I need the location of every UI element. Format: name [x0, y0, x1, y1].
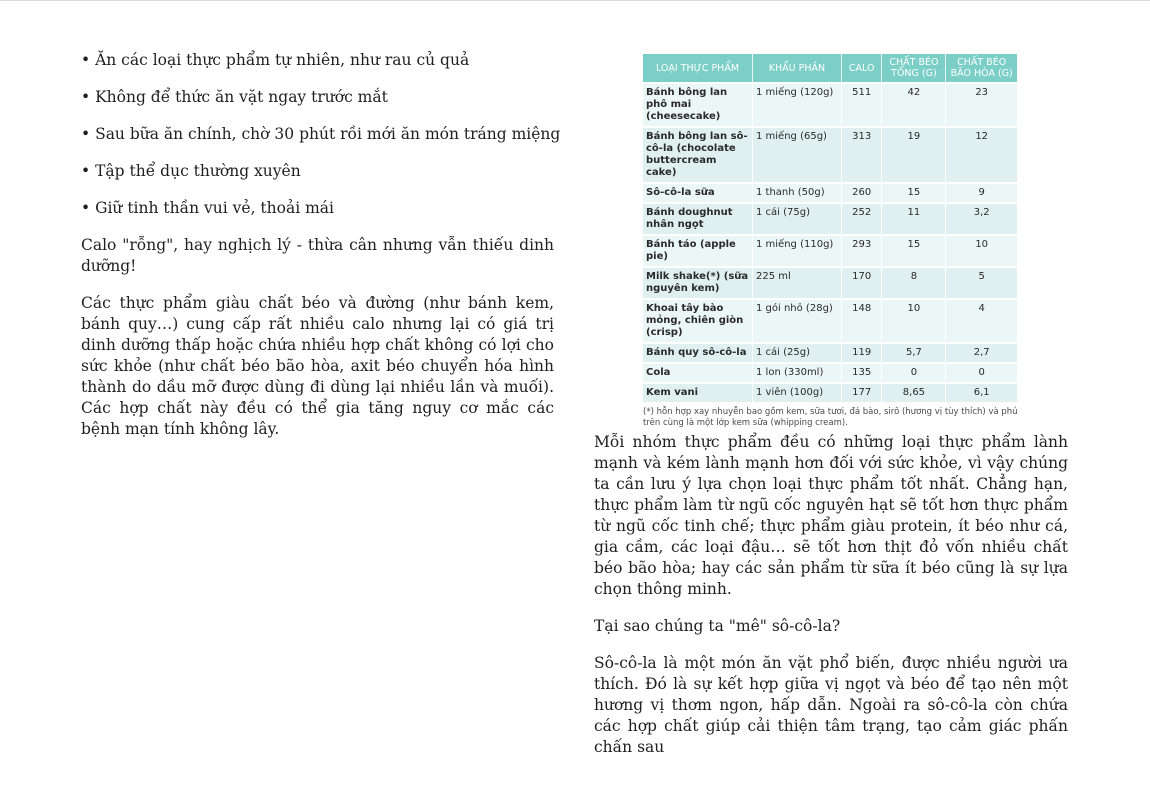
table-row: [643, 127, 1017, 183]
table-cell-portion: 1 miếng (110g): [753, 235, 842, 267]
table-row: [643, 299, 1017, 343]
table-cell-food: Bánh doughnut nhân ngọt: [643, 203, 753, 235]
table-cell-portion: 1 thanh (50g): [753, 183, 842, 203]
table-cell-food: Khoai tây bào mỏng, chiên giòn (crisp): [643, 299, 753, 343]
bullet-item: • Không để thức ăn vặt ngay trước mắt: [81, 88, 388, 106]
table-row: [643, 203, 1017, 235]
table-row: [643, 183, 1017, 203]
left-column: [81, 50, 561, 456]
table-cell-total-fat: 10: [882, 299, 946, 343]
table-cell-food: Bánh táo (apple pie): [643, 235, 753, 267]
column-header-portion: KHẨU PHẦN: [753, 54, 842, 83]
table-row: [643, 267, 1017, 299]
table-cell-food: Milk shake(*) (sữa nguyên kem): [643, 267, 753, 299]
table-cell-saturated-fat: 23: [946, 83, 1017, 127]
chocolate-paragraph: Sô-cô-la là một món ăn vặt phổ biến, được nhiều người ưa thích. Đó là sự kết hợp giữa vị ngọt và béo để tạo nên một hương vị thơm ngon, hấp dẫn. Ngoài ra sô-cô-la còn chứa các hợp chất giúp cải thiện tâm trạng, tạo cảm giác phấn chấn sau: [594, 654, 1068, 756]
bullet-item: • Ăn các loại thực phẩm tự nhiên, như rau củ quả: [81, 51, 470, 69]
column-header-saturated-fat: CHẤT BÉO BÃO HÒA (G): [946, 54, 1017, 83]
table-cell-calories: 293: [841, 235, 882, 267]
table-cell-total-fat: 0: [882, 363, 946, 383]
table-cell-calories: 177: [841, 383, 882, 402]
table-cell-portion: 1 miếng (65g): [753, 127, 842, 183]
table-cell-total-fat: 8,65: [882, 383, 946, 402]
table-cell-total-fat: 5,7: [882, 343, 946, 363]
bullet-item: • Sau bữa ăn chính, chờ 30 phút rồi mới ăn món tráng miệng: [81, 125, 561, 143]
table-row: [643, 235, 1017, 267]
table-cell-food: Kem vani: [643, 383, 753, 402]
right-column: [594, 432, 1068, 774]
calorie-table: [643, 54, 1017, 402]
table-cell-saturated-fat: 2,7: [946, 343, 1017, 363]
table-cell-calories: 135: [841, 363, 882, 383]
page-top-border: [0, 0, 1150, 1]
table-cell-total-fat: 11: [882, 203, 946, 235]
table-cell-calories: 260: [841, 183, 882, 203]
table-cell-food: Cola: [643, 363, 753, 383]
table-cell-calories: 511: [841, 83, 882, 127]
table-cell-calories: 119: [841, 343, 882, 363]
column-header-total-fat: CHẤT BÉO TỔNG (G): [882, 54, 946, 83]
table-cell-saturated-fat: 12: [946, 127, 1017, 183]
table-cell-total-fat: 42: [882, 83, 946, 127]
column-header-calories: CALO: [841, 54, 882, 83]
table-cell-saturated-fat: 9: [946, 183, 1017, 203]
table-cell-saturated-fat: 6,1: [946, 383, 1017, 402]
table-row: [643, 83, 1017, 127]
table-cell-total-fat: 15: [882, 235, 946, 267]
table-cell-total-fat: 8: [882, 267, 946, 299]
table-cell-portion: 1 gói nhỏ (28g): [753, 299, 842, 343]
table-row: [643, 383, 1017, 402]
table-cell-portion: 1 lon (330ml): [753, 363, 842, 383]
table-cell-saturated-fat: 4: [946, 299, 1017, 343]
table-header-row: [643, 54, 1017, 83]
empty-calories-paragraph: Các thực phẩm giàu chất béo và đường (như bánh kem, bánh quy…) cung cấp rất nhiều calo nhưng lại có giá trị dinh dưỡng thấp hoặc chứa nhiều hợp chất không có lợi cho sức khỏe (như chất béo bão hòa, axit béo chuyển hóa hình thành do dầu mỡ được dùng đi dùng lại nhiều lần và muối). Các hợp chất này đều có thể gia tăng nguy cơ mắc các bệnh mạn tính không lây.: [81, 294, 554, 438]
table-cell-saturated-fat: 3,2: [946, 203, 1017, 235]
table-cell-food: Bánh bông lan sô-cô-la (chocolate buttercream cake): [643, 127, 753, 183]
table-row: [643, 363, 1017, 383]
table-row: [643, 343, 1017, 363]
table-cell-saturated-fat: 10: [946, 235, 1017, 267]
table-cell-calories: 252: [841, 203, 882, 235]
bullet-item: • Tập thể dục thường xuyên: [81, 162, 301, 180]
table-cell-portion: 1 miếng (120g): [753, 83, 842, 127]
table-cell-saturated-fat: 5: [946, 267, 1017, 299]
table-cell-portion: 1 cái (25g): [753, 343, 842, 363]
table-cell-portion: 1 cái (75g): [753, 203, 842, 235]
table-cell-saturated-fat: 0: [946, 363, 1017, 383]
column-header-food: LOẠI THỰC PHẨM: [643, 54, 753, 83]
table-cell-total-fat: 15: [882, 183, 946, 203]
food-choice-paragraph: Mỗi nhóm thực phẩm đều có những loại thực phẩm lành mạnh và kém lành mạnh hơn đối với sức khỏe, vì vậy chúng ta cần lưu ý lựa chọn loại thực phẩm tốt nhất. Chẳng hạn, thực phẩm làm từ ngũ cốc nguyên hạt sẽ tốt hơn thực phẩm từ ngũ cốc tinh chế; thực phẩm giàu protein, ít béo như cá, gia cầm, các loại đậu… sẽ tốt hơn thịt đỏ vốn nhiều chất béo bão hòa; hay các sản phẩm từ sữa ít béo cũng là sự lựa chọn thông minh.: [594, 433, 1068, 598]
bullet-item: • Giữ tinh thần vui vẻ, thoải mái: [81, 199, 334, 217]
table-footnote: (*) hỗn hợp xay nhuyễn bao gồm kem, sữa tươi, đá bào, sirô (hương vị tùy thích) và phủ trên cùng là một lớp kem sữa (whipping cream).: [643, 407, 1018, 428]
table-cell-food: Bánh bông lan phô mai (cheesecake): [643, 83, 753, 127]
section-heading-chocolate: Tại sao chúng ta "mê" sô-cô-la?: [594, 617, 841, 635]
table-cell-total-fat: 19: [882, 127, 946, 183]
table-cell-calories: 148: [841, 299, 882, 343]
table-cell-calories: 170: [841, 267, 882, 299]
table-cell-calories: 313: [841, 127, 882, 183]
calorie-table-figure: [643, 54, 1017, 429]
table-cell-food: Sô-cô-la sữa: [643, 183, 753, 203]
table-body: [643, 83, 1017, 402]
section-heading-empty-calories: Calo "rỗng", hay nghịch lý - thừa cân nhưng vẫn thiếu dinh dưỡng!: [81, 236, 554, 275]
table-cell-portion: 1 viên (100g): [753, 383, 842, 402]
table-cell-food: Bánh quy sô-cô-la: [643, 343, 753, 363]
table-cell-portion: 225 ml: [753, 267, 842, 299]
